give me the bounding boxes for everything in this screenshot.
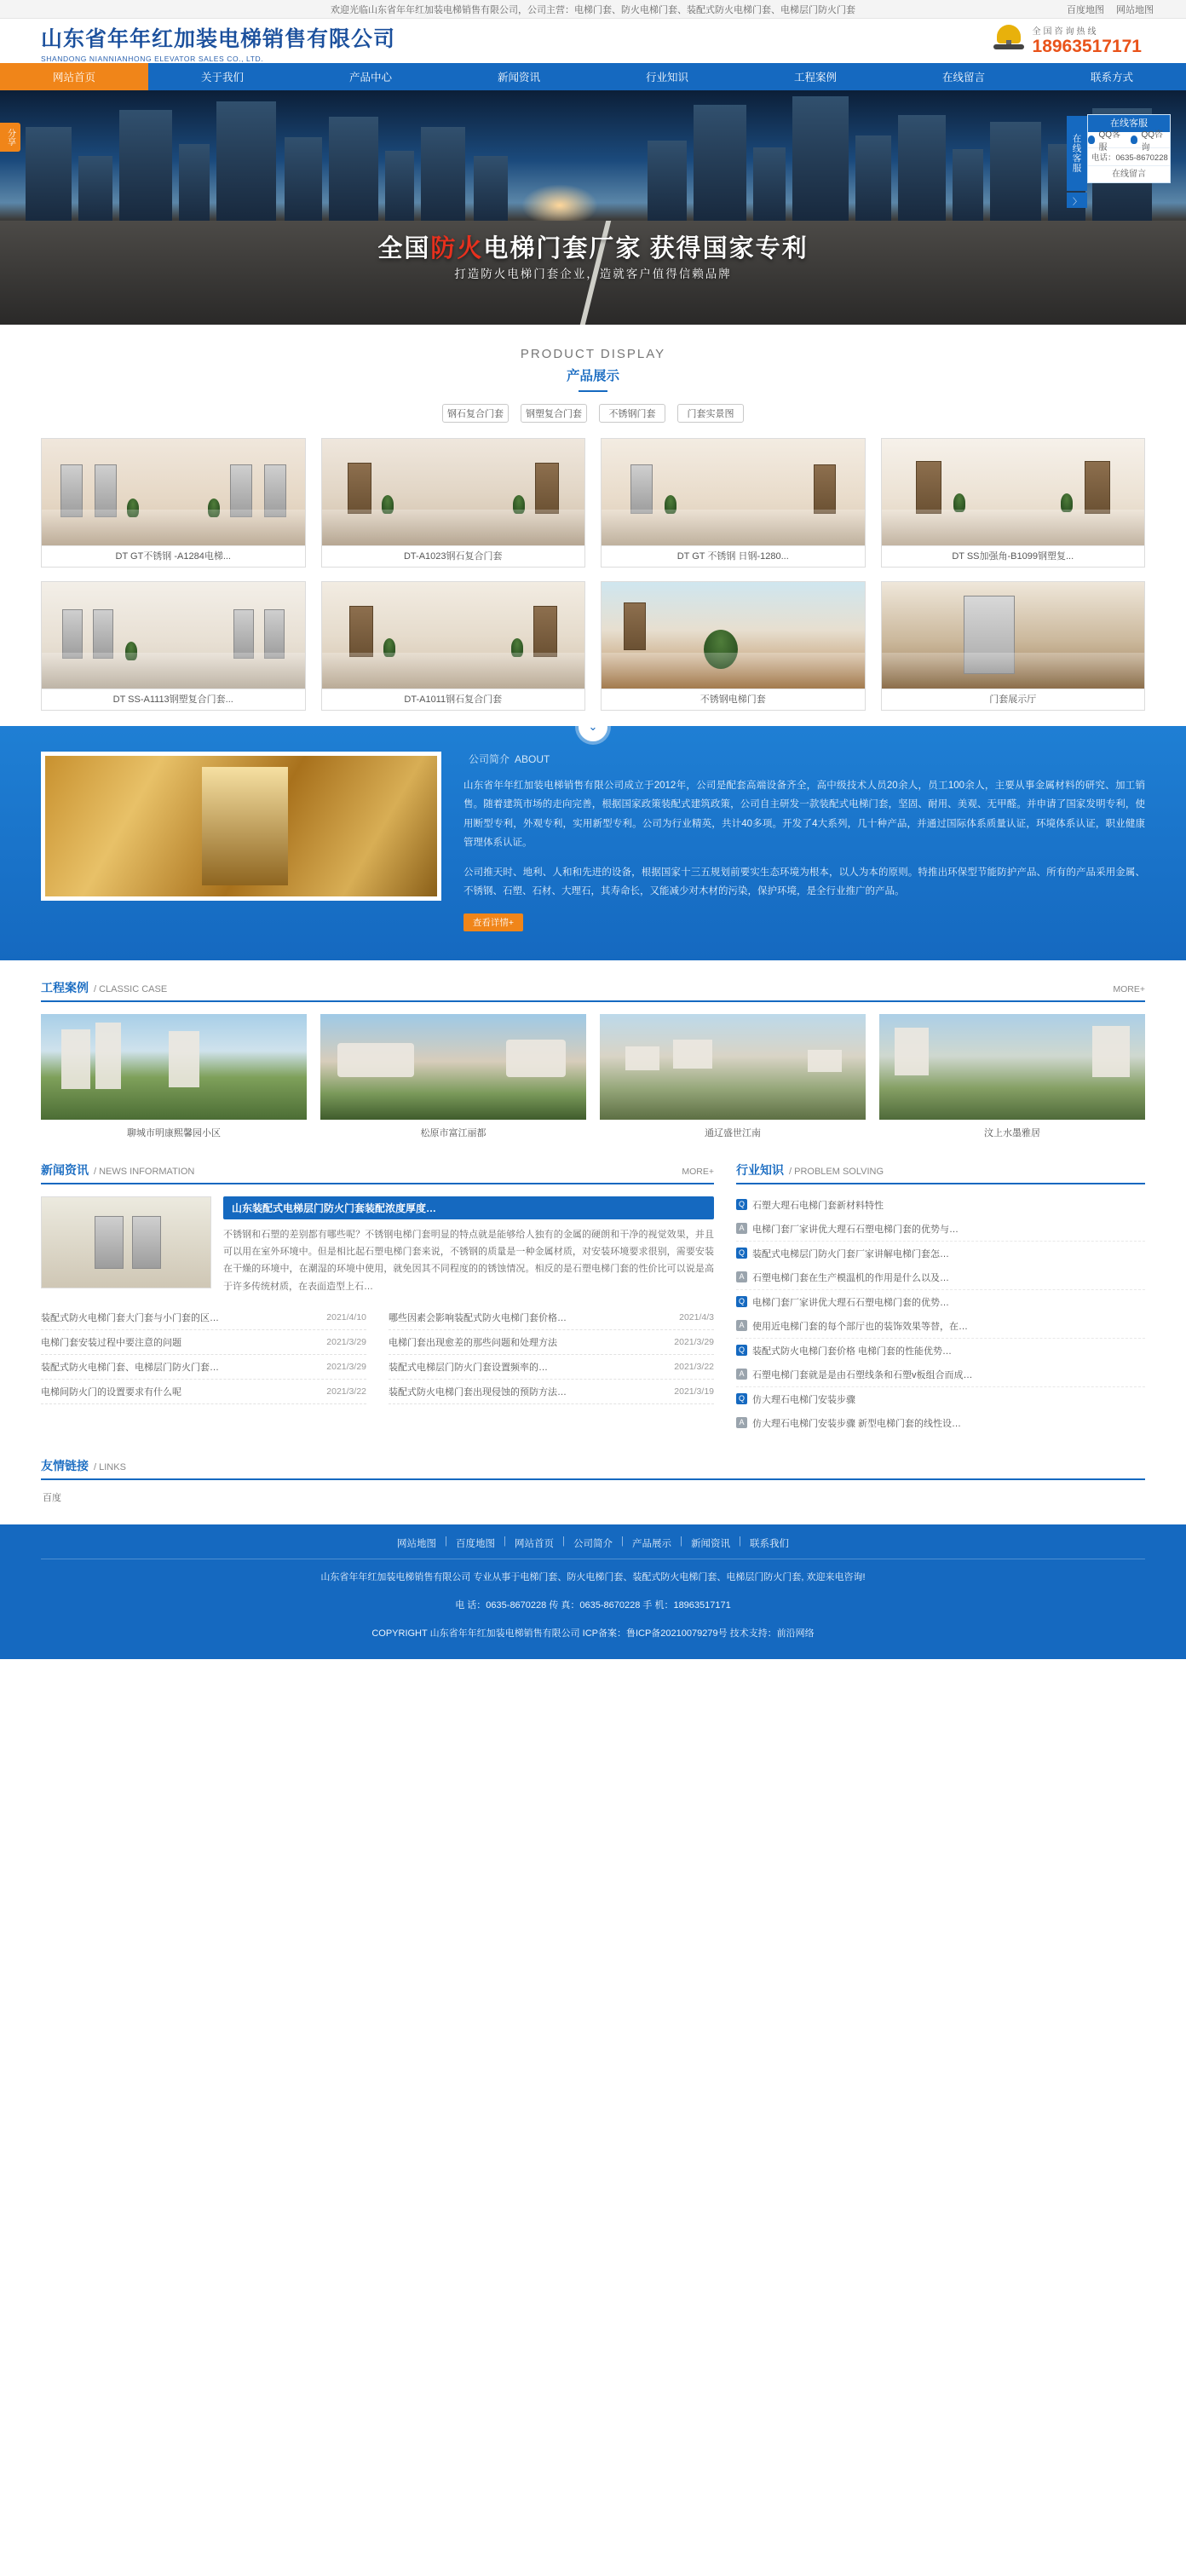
knowledge-row[interactable]	[736, 1242, 1145, 1265]
product-card[interactable]	[41, 581, 306, 711]
news-list-item[interactable]	[41, 1330, 366, 1355]
product-section-subtitle: PRODUCT DISPLAY	[520, 347, 666, 361]
product-card[interactable]	[601, 581, 866, 711]
hotline-block	[992, 23, 1142, 57]
news-item-date: 2021/3/29	[674, 1336, 714, 1347]
links-title-cn: 友情链接	[41, 1458, 89, 1472]
service-qq1-label: QQ客服	[1098, 130, 1121, 153]
knowledge-row[interactable]	[736, 1193, 1145, 1217]
case-caption: 松原市富江丽都	[420, 1127, 486, 1138]
product-tab-3[interactable]: 门套实景图	[677, 404, 744, 423]
knowledge-row[interactable]	[736, 1411, 1145, 1435]
qq-icon	[1088, 135, 1095, 144]
case-section-header	[41, 979, 1145, 1002]
logo-title-en: SHANDONG NIANNIANHONG ELEVATOR SALES CO., LTD.	[41, 55, 264, 63]
share-tab[interactable]: 分享	[0, 123, 20, 152]
product-caption: DT SS-A1113钢塑复合门套...	[42, 689, 305, 710]
service-panel-title: 在线客服	[1088, 115, 1170, 132]
product-thumbnail	[882, 439, 1145, 545]
product-grid	[41, 438, 1145, 711]
knowledge-row-text: 石塑电梯门套在生产模温机的作用是什么以及…	[752, 1272, 949, 1283]
about-photo	[41, 752, 441, 901]
logo-band	[0, 19, 1186, 63]
about-detail-button[interactable]: 查看详情+	[463, 913, 523, 931]
news-item-date: 2021/3/19	[674, 1386, 714, 1397]
banner-headline-highlight: 防火	[430, 235, 484, 262]
product-caption: DT-A1011钢石复合门套	[322, 689, 585, 710]
product-section-title: 产品展示	[0, 366, 1186, 392]
top-link-baidu-map[interactable]: 百度地图	[1067, 5, 1104, 15]
news-item-date: 2021/3/29	[326, 1361, 366, 1372]
banner-subline: 打造防火电梯门套企业，造就客户值得信赖品牌	[454, 268, 732, 280]
knowledge-row[interactable]	[736, 1363, 1145, 1387]
service-telephone: 电话：0635-8670228	[1088, 148, 1170, 166]
friendly-link-item[interactable]: 百度	[43, 1492, 61, 1503]
telephone-icon	[992, 23, 1026, 57]
answer-tag-icon: A	[736, 1369, 747, 1380]
news-feature-image	[41, 1196, 211, 1288]
case-section	[41, 979, 1145, 1139]
case-card[interactable]	[320, 1014, 586, 1139]
question-tag-icon: Q	[736, 1199, 747, 1210]
news-feature-title[interactable]: 山东装配式电梯层门防火门套装配浓度厚度…	[223, 1196, 714, 1219]
product-thumbnail	[602, 582, 865, 689]
case-grid	[41, 1014, 1145, 1139]
about-title-en: ABOUT	[515, 753, 550, 765]
online-service-panel	[1087, 114, 1171, 183]
question-tag-icon: Q	[736, 1248, 747, 1259]
news-section	[41, 1161, 714, 1435]
news-item-date: 2021/3/22	[674, 1361, 714, 1372]
footer-link-about[interactable]: 公司简介	[573, 1538, 613, 1549]
product-thumbnail	[322, 582, 585, 689]
top-announcement-bar	[0, 0, 1186, 19]
product-caption: 门套展示厅	[882, 689, 1145, 710]
news-item-title: 装配式电梯层门防火门套设置频率的…	[389, 1362, 548, 1373]
product-card[interactable]	[321, 581, 586, 711]
footer-link-home[interactable]: 网站首页	[515, 1538, 554, 1549]
knowledge-section	[736, 1161, 1145, 1435]
links-list	[41, 1480, 1145, 1504]
case-caption: 聊城市明康熙馨园小区	[127, 1127, 221, 1138]
banner-headline	[0, 229, 1186, 264]
case-caption: 汶上水墨雅居	[984, 1127, 1040, 1138]
news-item-title: 电梯门套安装过程中要注意的问题	[41, 1337, 181, 1348]
banner-headline-pre: 全国	[377, 235, 431, 262]
logo-title-cn: 山东省年年红加装电梯销售有限公司	[41, 28, 396, 51]
case-thumbnail	[41, 1014, 307, 1120]
product-thumbnail	[882, 582, 1145, 689]
product-tab-2[interactable]: 不锈钢门套	[599, 404, 665, 423]
welcome-text: 欢迎光临山东省年年红加装电梯销售有限公司，公司主营：电梯门套、防火电梯门套、装配式防火电梯门套、电梯层门防火门套	[331, 4, 855, 15]
site-footer	[0, 1524, 1186, 1659]
footer-link-baidu-map[interactable]: 百度地图	[456, 1538, 495, 1549]
news-item-date: 2021/4/10	[326, 1311, 366, 1323]
news-title-en: / NEWS INFORMATION	[94, 1166, 195, 1177]
knowledge-row-text: 装配式防火电梯门套价格 电梯门套的性能优势…	[752, 1346, 953, 1357]
knowledge-row[interactable]	[736, 1314, 1145, 1339]
knowledge-row[interactable]	[736, 1265, 1145, 1290]
service-qq-row[interactable]	[1088, 130, 1170, 153]
product-thumbnail	[42, 582, 305, 689]
service-leave-message[interactable]: 在线留言	[1112, 170, 1146, 179]
news-item-title: 装配式防火电梯门套、电梯层门防火门套…	[41, 1362, 219, 1373]
qq-icon-2	[1131, 135, 1137, 144]
knowledge-row-text: 石塑电梯门套就是是由石塑线条和石塑v板组合而成…	[752, 1369, 973, 1380]
nav-item-message[interactable]: 在线留言	[941, 72, 985, 84]
knowledge-row[interactable]	[736, 1217, 1145, 1242]
answer-tag-icon: A	[736, 1271, 747, 1282]
news-list-item[interactable]	[389, 1330, 714, 1355]
nav-item-home[interactable]: 网站首页	[0, 63, 148, 90]
knowledge-row[interactable]	[736, 1387, 1145, 1411]
news-item-title: 电梯间防火门的设置要求有什么呢	[41, 1386, 181, 1397]
links-title-en: / LINKS	[94, 1461, 126, 1472]
news-list-item[interactable]	[389, 1380, 714, 1404]
main-nav[interactable]	[0, 63, 1186, 90]
knowledge-row-text: 仿大理石电梯门安装步骤 新型电梯门套的线性设…	[752, 1418, 962, 1429]
product-thumbnail	[602, 439, 865, 545]
knowledge-title-cn: 行业知识	[736, 1162, 784, 1177]
news-list	[41, 1305, 714, 1404]
knowledge-list	[736, 1193, 1145, 1435]
product-card[interactable]	[41, 438, 306, 568]
case-title-en: / CLASSIC CASE	[94, 983, 168, 994]
about-title	[463, 752, 1145, 766]
nav-item-news[interactable]: 新闻资讯	[497, 72, 540, 84]
nav-item-knowledge[interactable]: 行业知识	[645, 72, 688, 84]
case-title-cn: 工程案例	[41, 980, 89, 994]
chevron-down-icon[interactable]: ⌄	[579, 712, 607, 741]
answer-tag-icon: A	[736, 1223, 747, 1234]
case-more-link[interactable]: MORE+	[1113, 983, 1145, 994]
product-caption: DT GT不锈钢 -A1284电梯...	[42, 545, 305, 567]
knowledge-section-header	[736, 1161, 1145, 1184]
news-item-title: 装配式防火电梯门套出现侵蚀的预防方法…	[389, 1386, 567, 1397]
case-card[interactable]	[41, 1014, 307, 1139]
product-card[interactable]	[881, 438, 1146, 568]
answer-tag-icon: A	[736, 1417, 747, 1428]
footer-link-news[interactable]: 新闻资讯	[691, 1538, 730, 1549]
case-caption: 通辽盛世江南	[705, 1127, 761, 1138]
footer-link-products[interactable]: 产品展示	[632, 1538, 671, 1549]
knowledge-row-text: 石塑大理石电梯门套新材料特性	[752, 1200, 884, 1211]
knowledge-row-text: 电梯门套厂家讲优大理石石塑电梯门套的优势…	[752, 1297, 949, 1308]
news-more-link[interactable]: MORE+	[682, 1166, 714, 1177]
product-caption: 不锈钢电梯门套	[602, 689, 865, 710]
footer-link-sitemap[interactable]: 网站地图	[397, 1538, 436, 1549]
news-list-item[interactable]	[389, 1355, 714, 1380]
product-section	[0, 325, 1186, 726]
footer-link-contact[interactable]: 联系我们	[750, 1538, 789, 1549]
product-caption: DT-A1023钢石复合门套	[322, 545, 585, 567]
nav-item-about[interactable]: 关于我们	[200, 72, 244, 84]
news-item-date: 2021/3/22	[326, 1386, 366, 1397]
case-card[interactable]	[879, 1014, 1145, 1139]
news-item-date: 2021/4/3	[679, 1311, 714, 1323]
news-feature-description: 不锈钢和石塑的差别都有哪些呢？不锈钢电梯门套明显的特点就是能够给人独有的金属的硬朗和干净的视觉效果，并且可以用在室外环境中。但是相比起石塑电梯门套来说，不锈钢的质量是一种金属材质，对安装环境要求很别，需要安装在干燥的环境中，在潮湿的环境中使用，就免因其不同程度的的锈蚀情况。相反的是石塑电梯门套的性价比可以说是高于许多传统材质，在表面造型上石…	[223, 1229, 714, 1292]
product-thumbnail	[42, 439, 305, 545]
footer-copyright-line: COPYRIGHT 山东省年年红加装电梯销售有限公司 ICP备案：鲁ICP备20210079279号 技术支持：前沿网络	[371, 1628, 815, 1639]
knowledge-row-text: 装配式电梯层门防火门套厂家讲解电梯门套怎…	[752, 1248, 949, 1259]
nav-item-contact[interactable]: 联系方式	[1090, 72, 1133, 84]
product-caption: DT GT 不锈钢 日钢-1280...	[602, 545, 865, 567]
news-item-date: 2021/3/29	[326, 1336, 366, 1347]
about-section	[0, 720, 1186, 960]
service-qq2-label: QQ咨询	[1141, 130, 1164, 153]
footer-company-line: 山东省年年红加装电梯销售有限公司 专业从事于电梯门套、防火电梯门套、装配式防火电梯门套、电梯层门防火门套, 欢迎来电咨询!	[320, 1571, 866, 1582]
news-title-cn: 新闻资讯	[41, 1162, 89, 1177]
knowledge-row-text: 仿大理石电梯门安装步骤	[752, 1394, 855, 1405]
news-item-title: 哪些因素会影响装配式防火电梯门套价格…	[389, 1312, 567, 1323]
product-tab-1[interactable]: 钢塑复合门套	[521, 404, 587, 423]
news-list-item[interactable]	[41, 1355, 366, 1380]
knowledge-row-text: 使用近电梯门套的每个部厅也的装饰效果等替，在…	[752, 1321, 968, 1332]
online-service-collapse-arrow[interactable]: 〉	[1067, 193, 1087, 208]
about-title-cn: 公司简介	[469, 753, 510, 765]
knowledge-title-en: / PROBLEM SOLVING	[789, 1166, 884, 1177]
nav-item-cases[interactable]: 工程案例	[793, 72, 837, 84]
hotline-number: 18963517171	[1032, 36, 1142, 56]
news-list-item[interactable]	[41, 1305, 366, 1330]
lower-section	[41, 1161, 1145, 1435]
knowledge-row-text: 电梯门套厂家讲优大理石石塑电梯门套的优势与…	[752, 1224, 959, 1235]
news-list-item[interactable]	[389, 1305, 714, 1330]
case-card[interactable]	[600, 1014, 866, 1139]
answer-tag-icon: A	[736, 1320, 747, 1331]
question-tag-icon: Q	[736, 1393, 747, 1404]
product-thumbnail	[322, 439, 585, 545]
product-category-tabs[interactable]	[0, 404, 1186, 423]
hotline-label: 全国咨询热线	[1032, 26, 1099, 37]
case-thumbnail	[320, 1014, 586, 1120]
news-list-item[interactable]	[41, 1380, 366, 1404]
top-links	[1067, 0, 1154, 19]
news-item-title: 电梯门套出现愈差的那些问题和处理方法	[389, 1337, 557, 1348]
question-tag-icon: Q	[736, 1296, 747, 1307]
knowledge-row[interactable]	[736, 1290, 1145, 1314]
footer-nav[interactable]: 网站地图 | 百度地图 | 网站首页 | 公司简介 | 产品展示 | 新闻资讯 | 联系我们	[41, 1536, 1145, 1559]
friendly-links-section	[41, 1457, 1145, 1519]
links-section-header	[41, 1457, 1145, 1480]
news-item-title: 装配式防火电梯门套大门套与小门套的区…	[41, 1312, 219, 1323]
product-caption: DT SS加强角-B1099钢塑复...	[882, 545, 1145, 567]
footer-contact-line: 电 话：0635-8670228 传 真：0635-8670228 手 机：18963517171	[455, 1599, 731, 1611]
product-tab-0[interactable]: 钢石复合门套	[442, 404, 509, 423]
online-service-tab[interactable]: 在线客服	[1067, 116, 1087, 191]
site-logo[interactable]	[41, 22, 395, 63]
top-link-sitemap[interactable]: 网站地图	[1116, 5, 1154, 15]
nav-item-products[interactable]: 产品中心	[348, 72, 392, 84]
case-thumbnail	[879, 1014, 1145, 1120]
product-card[interactable]	[321, 438, 586, 568]
product-card[interactable]	[601, 438, 866, 568]
about-paragraph-2: 公司推天时、地利、人和和先进的设备，根据国家十三五规划前要实生态环境为根本，以人为本的原则。特推出环保型节能防护产品、所有的产品采用金属、不锈钢、石塑、石材、大理石，其寿命长，又能减少对木材的污染，保护环境，是全行业推广的产品。	[463, 867, 1145, 897]
question-tag-icon: Q	[736, 1345, 747, 1356]
news-section-header	[41, 1161, 714, 1184]
about-paragraph-1: 山东省年年红加装电梯销售有限公司成立于2012年，公司是配套高端设备齐全，高中级技术人员20余人，员工100余人，主要从事金属材料的研究、加工销售。随着建筑市场的走向完善，根据国家政策装配式建筑政策，公司自主研发一款装配式电梯门套，坚固、耐用、美观、无甲醛。并申请了国家发明专利，使用断型专利，外观专利，实用新型专利。公司为行业精英，共计40多项。开发了4大系列，几十种产品，并通过国际体系质量认证，环境体系认证，职业健康管理体系认证。	[463, 781, 1145, 849]
hero-banner	[0, 90, 1186, 325]
product-card[interactable]	[881, 581, 1146, 711]
banner-headline-post: 电梯门套厂家 获得国家专利	[483, 235, 809, 262]
case-thumbnail	[600, 1014, 866, 1120]
knowledge-row[interactable]	[736, 1339, 1145, 1363]
